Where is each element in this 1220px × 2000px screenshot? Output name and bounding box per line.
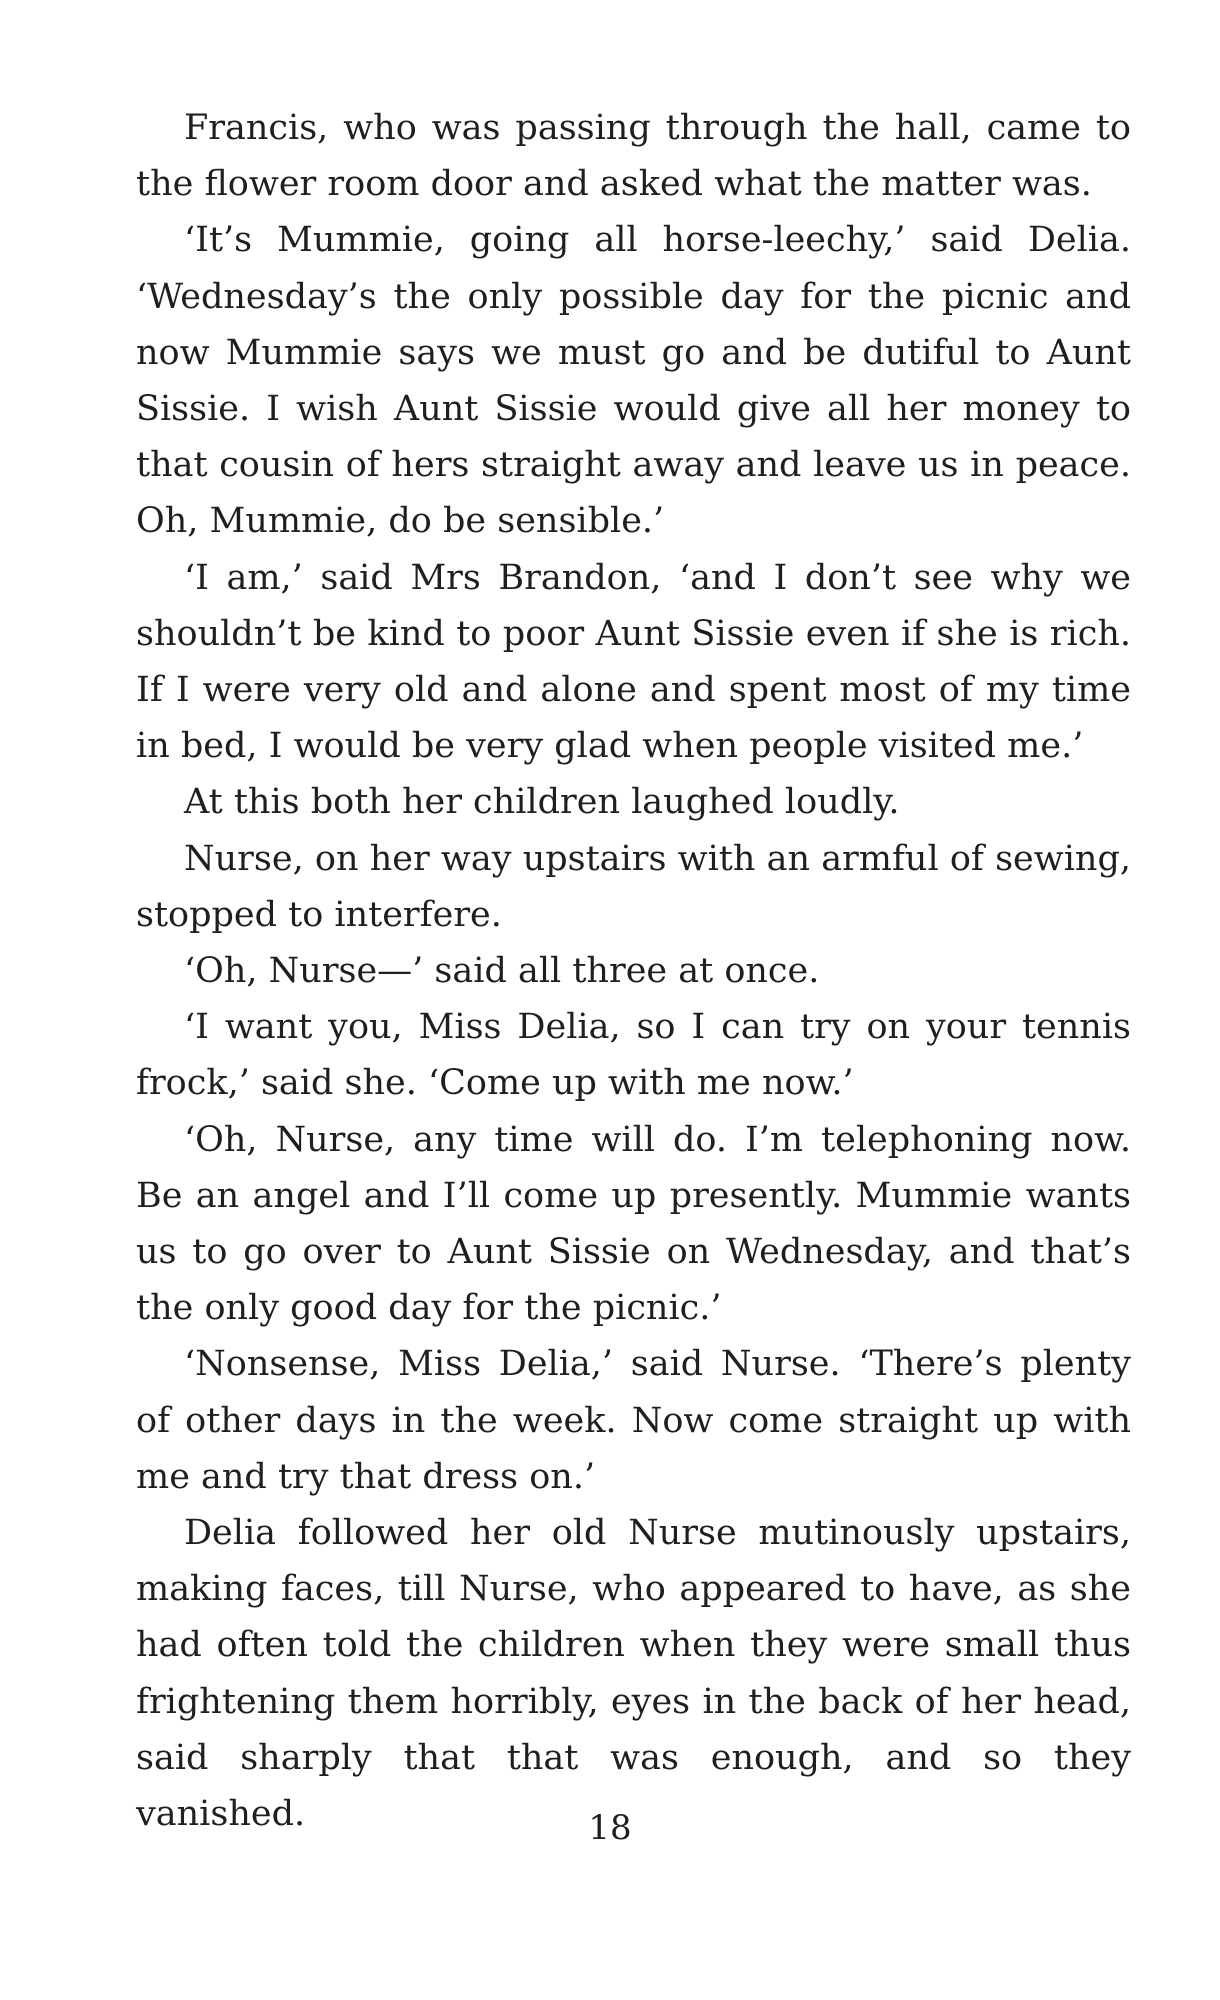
paragraph-2: ‘It’s Mummie, going all horse-leechy,’ said Delia. ‘Wednesday’s the only possible day for the picnic and now Mummie says we must go and be dutiful to Aunt Sissie. I wish Aunt Sissie would give all her money to that cousin of hers straight away and leave us in peace. Oh, Mummie, do be sensible.’ bbox=[136, 220, 1131, 542]
paragraph-8: ‘Oh, Nurse, any time will do. I’m telephoning now. Be an angel and I’ll come up presently. Mummie wants us to go over to Aunt Sissie on Wednesday, and that’s the only good day for the picnic.’ bbox=[136, 1119, 1131, 1329]
paragraph-6: ‘Oh, Nurse—’ said all three at once. bbox=[184, 951, 820, 992]
page-number: 18 bbox=[588, 1808, 632, 1848]
paragraph-9: ‘Nonsense, Miss Delia,’ said Nurse. ‘There’s plenty of other days in the week. Now come straight up with me and try that dress on.’ bbox=[136, 1344, 1131, 1497]
paragraph-3: ‘I am,’ said Mrs Brandon, ‘and I don’t see why we shouldn’t be kind to poor Aunt Sissie even if she is rich. If I were very old and alone and spent most of my time in bed, I would be very glad when people visited me.’ bbox=[136, 557, 1131, 767]
paragraph-10: Delia followed her old Nurse mutinously upstairs, making faces, till Nurse, who appeared to have, as she had often told the children when they were small thus frightening them horribly, eyes in the back of her head, said sharply that that was enough, and so they vanished. bbox=[136, 1513, 1131, 1835]
paragraph-5: Nurse, on her way upstairs with an armful of sewing, stopped to interfere. bbox=[136, 838, 1131, 935]
paragraph-7: ‘I want you, Miss Delia, so I can try on your tennis frock,’ said she. ‘Come up with me now.’ bbox=[136, 1007, 1131, 1104]
paragraph-4: At this both her children laughed loudly. bbox=[184, 782, 900, 823]
paragraph-1: Francis, who was passing through the hall, came to the flower room door and asked what the matter was. bbox=[136, 108, 1131, 205]
body-text bbox=[136, 100, 1131, 1842]
